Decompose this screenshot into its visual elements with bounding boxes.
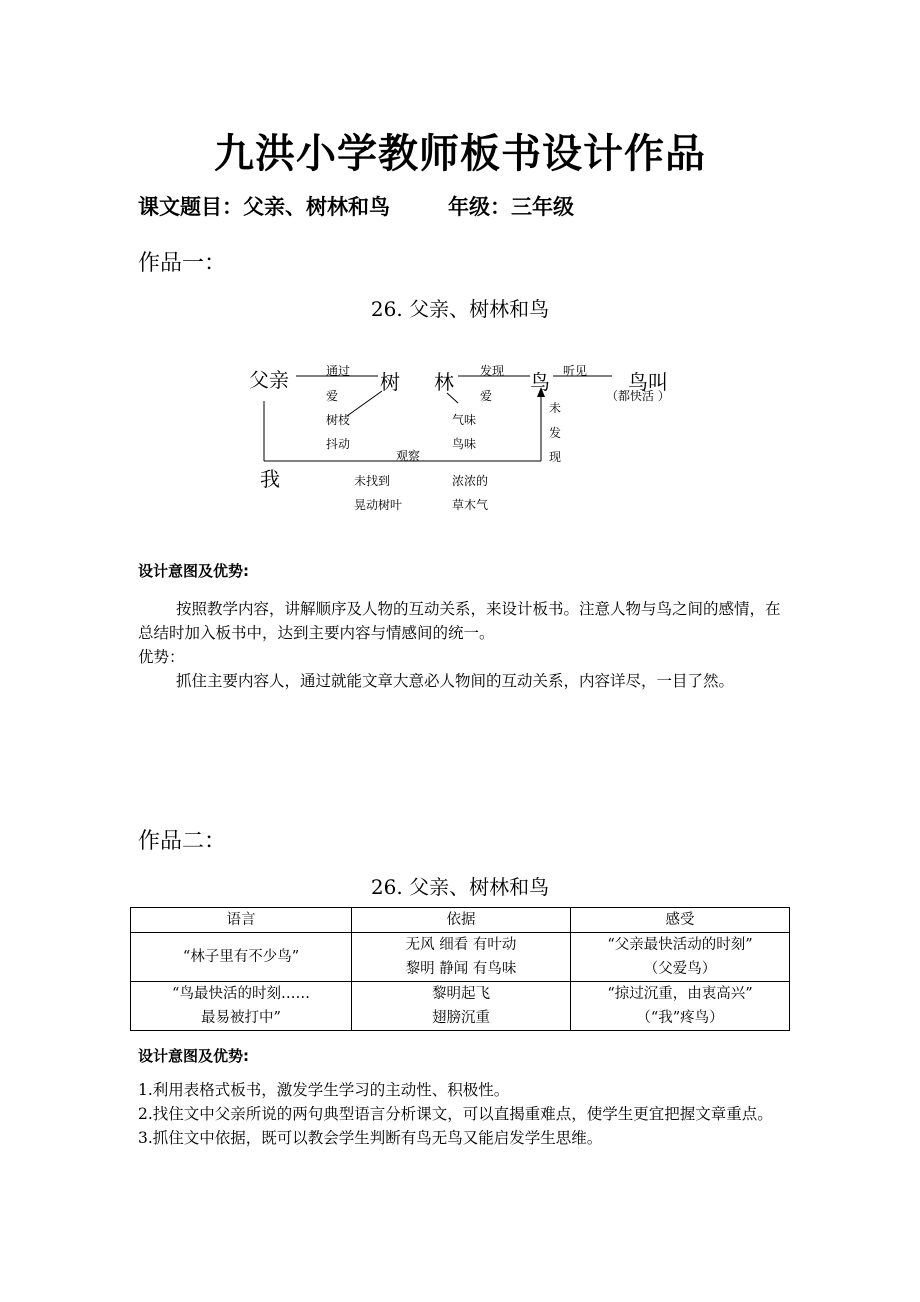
list-item: 3.抓住文中依据，既可以教会学生判断有鸟无鸟又能启发学生思维。 bbox=[138, 1129, 603, 1147]
table-header-cell: 感受 bbox=[571, 908, 790, 933]
work2-heading: 作品二： bbox=[138, 829, 227, 854]
table-cell: “掠过沉重，由衷高兴” （“我”疼鸟） bbox=[571, 982, 790, 1031]
work2-board-title: 26. 父亲、树林和鸟 bbox=[370, 875, 550, 899]
diagram-tongguo: 通过 bbox=[326, 364, 351, 378]
diagram-guancha: 观察 bbox=[396, 449, 421, 463]
table-header-cell: 依据 bbox=[352, 908, 571, 933]
work1-advantage-label: 优势： bbox=[138, 648, 185, 666]
list-item: 2.找住文中父亲所说的两句典型语言分析课文，可以直揭重难点，使学生更宜把握文章重点。 bbox=[138, 1105, 773, 1123]
diagram-ai-right: 爱 bbox=[480, 389, 493, 403]
diagram-shuzhi: 树枝 bbox=[326, 413, 351, 427]
list-item: 1.利用表格式板书，激发学生学习的主动性、积极性。 bbox=[138, 1081, 510, 1099]
work1-advantage-text: 抓住主要内容人，通过就能文章大意必人物间的互动关系，内容详尽，一目了然。 bbox=[176, 672, 735, 690]
table-row bbox=[131, 933, 790, 982]
work1-intent-heading: 设计意图及优势: bbox=[138, 562, 249, 580]
table-row bbox=[131, 982, 790, 1031]
diagram-ai-left: 爱 bbox=[326, 389, 339, 403]
diagram-nongnongde: 浓浓的 bbox=[452, 474, 489, 488]
diagram-wei: 未 bbox=[549, 401, 562, 415]
grade-label: 年级：三年级 bbox=[448, 195, 574, 219]
diagram-shu: 树 bbox=[380, 370, 400, 394]
diagram-faxian: 发现 bbox=[480, 364, 505, 378]
table-cell: “林子里有不少鸟” bbox=[131, 933, 352, 982]
table-cell: 黎明起飞 翅膀沉重 bbox=[352, 982, 571, 1031]
work1-intent-text: 按照教学内容，讲解顺序及人物的互动关系，来设计板书。注意人物与鸟之间的感情，在总结时加入板书中，达到主要内容与情感间的统一。 bbox=[138, 600, 781, 642]
diagram-father: 父亲 bbox=[249, 368, 289, 392]
diagram-weizhaodao: 未找到 bbox=[354, 474, 391, 488]
diagram-fa: 发 bbox=[549, 426, 562, 440]
lesson-label: 课文题目：父亲、树林和鸟 bbox=[138, 195, 390, 219]
work2-intent-heading: 设计意图及优势: bbox=[138, 1047, 249, 1065]
diagram-lin: 林 bbox=[434, 370, 454, 394]
diagram-huangdongshuye: 晃动树叶 bbox=[354, 498, 403, 512]
diagram-niaowei: 鸟味 bbox=[452, 437, 477, 451]
diagram-niao: 鸟 bbox=[530, 370, 550, 394]
work2-board-table bbox=[130, 907, 790, 1031]
diagram-xian: 现 bbox=[549, 450, 562, 464]
work2-points bbox=[138, 1078, 788, 1150]
table-header-row bbox=[131, 908, 790, 933]
work1-heading: 作品一： bbox=[138, 251, 227, 276]
work1-board-title: 26. 父亲、树林和鸟 bbox=[370, 297, 550, 321]
diagram-dou-kuaihuo: （都快活 ） bbox=[606, 389, 670, 403]
diagram-caomuqi: 草木气 bbox=[452, 498, 489, 512]
table-header-cell: 语言 bbox=[131, 908, 352, 933]
diagram-niaojiao: 鸟叫 bbox=[628, 370, 668, 394]
table-cell: 无风 细看 有叶动 黎明 静闻 有鸟味 bbox=[352, 933, 571, 982]
diagram-qiwei: 气味 bbox=[452, 413, 477, 427]
line-shu-shuzhi bbox=[347, 391, 382, 416]
table-cell: “鸟最快活的时刻…… 最易被打中” bbox=[131, 982, 352, 1031]
diagram-doudong: 抖动 bbox=[326, 437, 351, 451]
table-cell: “父亲最快活动的时刻” （父爱鸟） bbox=[571, 933, 790, 982]
page-title: 九洪小学教师板书设计作品 bbox=[214, 130, 706, 177]
diagram-tingjian: 听见 bbox=[563, 364, 588, 378]
diagram-wo: 我 bbox=[260, 467, 280, 491]
